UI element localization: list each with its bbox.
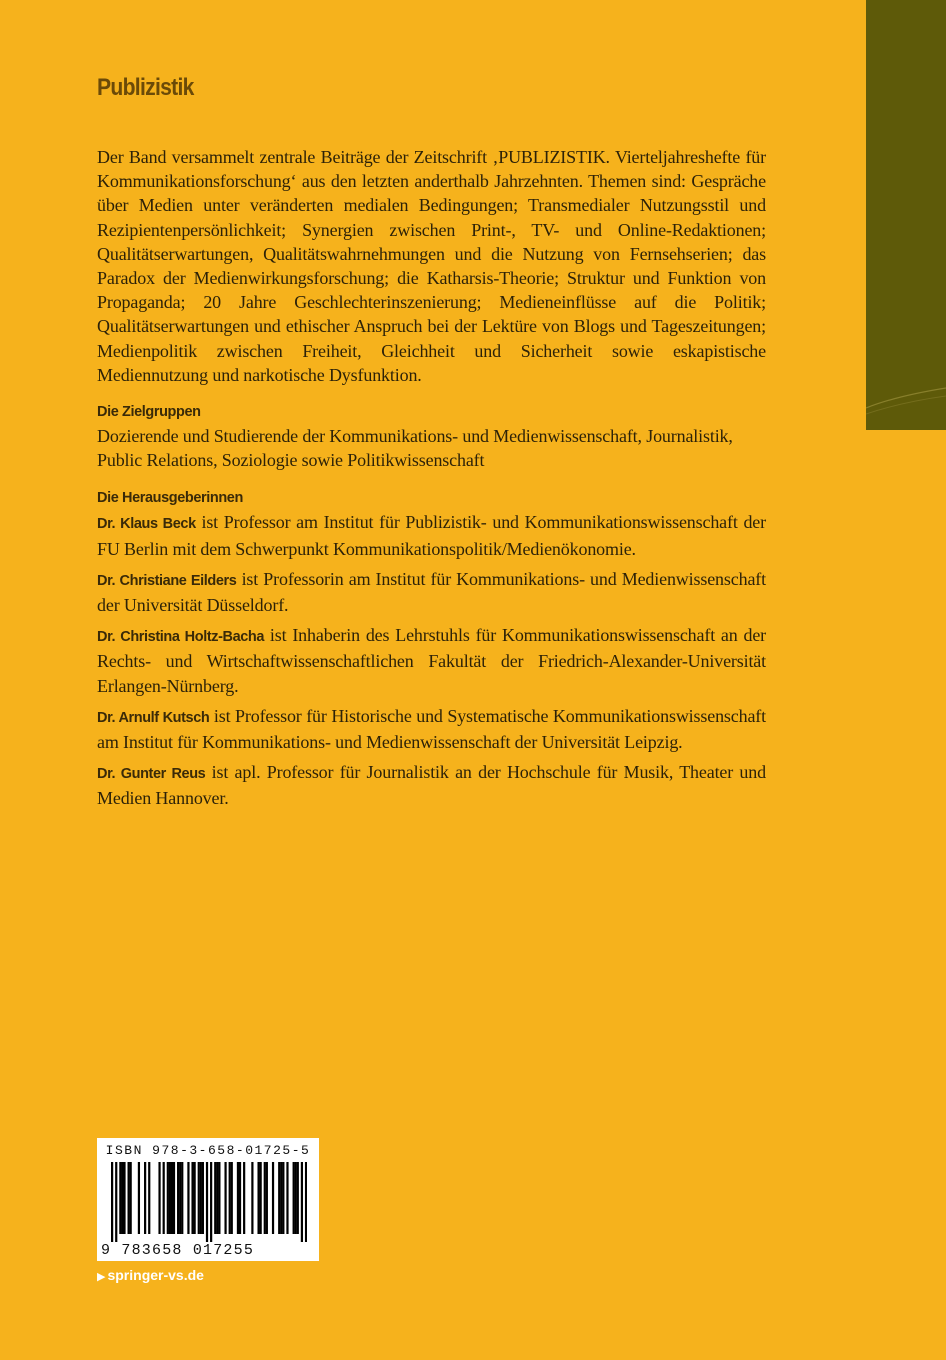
barcode-bar	[260, 1162, 262, 1234]
barcode-bar	[214, 1162, 216, 1234]
barcode-bar	[257, 1162, 259, 1234]
editors-section	[97, 486, 766, 810]
editor-name: Dr. Christina Holtz-Bacha	[97, 629, 265, 646]
barcode-bar	[295, 1162, 297, 1234]
barcode-bar	[231, 1162, 233, 1234]
barcode-bar	[202, 1162, 204, 1234]
editor-bio: ist Professor am Institut für Publizistik- und Kommunikationswissenschaft der FU Berlin mit dem Schwerpunkt Kommunikationspolitik/Medienökonomie.	[97, 512, 766, 559]
barcode-image	[111, 1162, 307, 1242]
editor-entry	[97, 760, 766, 810]
barcode-bar	[121, 1162, 123, 1234]
editors-heading: Die Herausgeberinnen	[97, 490, 243, 507]
barcode-bar	[200, 1162, 202, 1234]
editor-name: Dr. Christiane Eilders	[97, 572, 237, 589]
editor-entry	[97, 704, 766, 754]
editor-entry	[97, 623, 766, 698]
barcode-bar	[169, 1162, 171, 1234]
barcode-bar	[138, 1162, 140, 1234]
barcode-bar	[280, 1162, 282, 1234]
barcode-bar	[282, 1162, 284, 1234]
barcode-bar	[123, 1162, 125, 1234]
side-color-band	[866, 0, 946, 430]
barcode-bar	[173, 1162, 175, 1234]
isbn-label: ISBN 978-3-658-01725-5	[105, 1143, 311, 1158]
barcode-bar	[163, 1162, 165, 1234]
editor-bio: ist Inhaberin des Lehrstuhls für Kommunikationswissenschaft an der Rechts- und Wirtschaftwissenschaftlichen Fakultät der Friedrich-Alexander-Universität Erlangen-Nürnberg.	[97, 625, 766, 696]
editor-name: Dr. Klaus Beck	[97, 516, 196, 533]
arrow-icon: ▶	[97, 1271, 106, 1283]
barcode-bar	[293, 1162, 295, 1234]
barcode-bar	[179, 1162, 181, 1234]
barcode-bar	[115, 1162, 117, 1242]
editor-bio: ist Professorin am Institut für Kommunikations- und Medienwissenschaft der Universität Düsseldorf.	[97, 568, 766, 616]
barcode-bar	[251, 1162, 253, 1234]
barcode-bar	[181, 1162, 183, 1234]
barcode-bar	[210, 1162, 212, 1242]
barcode-bar	[286, 1162, 288, 1234]
barcode-bar	[191, 1162, 193, 1234]
barcode-bar	[229, 1162, 231, 1234]
barcode-bar	[301, 1162, 303, 1242]
barcode-bar	[148, 1162, 150, 1234]
barcode-bar	[278, 1162, 280, 1234]
audience-heading: Die Zielgruppen	[97, 404, 201, 421]
barcode-bar	[224, 1162, 226, 1234]
audience-section	[97, 400, 766, 472]
editor-entry	[97, 567, 766, 617]
barcode-bar	[297, 1162, 299, 1234]
barcode-bar	[128, 1162, 130, 1234]
barcode-bar	[272, 1162, 274, 1234]
isbn-digits: 9 783658 017255	[101, 1242, 255, 1259]
barcode-bar	[111, 1162, 113, 1242]
barcode-bar	[206, 1162, 208, 1242]
barcode-bar	[171, 1162, 173, 1234]
description-paragraph: Der Band versammelt zentrale Beiträge der Zeitschrift ‚PUBLIZISTIK. Vierteljahreshefte für Kommunikationsforschung‘ aus den letzten anderthalb Jahrzehnten. Themen sind: Gespräche über Medien unter veränderten medialen Bedingungen; Transmedialer Nutzungsstil und Rezipientenpersönlichkeit; Synergien zwischen Print-, TV- und Online-Redaktionen; Qualitätserwartungen, Qualitätswahrnehmungen und die Nutzung von Fernsehserien; das Paradox der Medienwirkungsforschung; die Katharsis-Theorie; Struktur und Funktion von Propaganda; 20 Jahre Geschlechterinszenierung; Medieneinflüsse auf die Politik; Qualitätserwartungen und ethischer Anspruch bei der Lektüre von Blogs und Tageszeitungen; Medienpolitik zwischen Freiheit, Gleichheit und Sicherheit sowie eskapistische Mediennutzung und narkotische Dysfunktion.	[97, 147, 766, 385]
editor-bio: ist Professor für Historische und Systematische Kommunikationswissenschaft am Institut für Kommunikations- und Medienwissenschaft der Universität Leipzig.	[97, 705, 767, 753]
back-cover-text	[97, 145, 766, 817]
editor-name: Dr. Gunter Reus	[97, 766, 206, 783]
barcode-bar	[216, 1162, 218, 1234]
barcode-bar	[167, 1162, 169, 1234]
publisher-link[interactable]	[97, 1267, 204, 1283]
barcode-bar	[158, 1162, 160, 1234]
barcode-bar	[264, 1162, 266, 1234]
isbn-barcode-box	[97, 1138, 319, 1261]
barcode-bar	[305, 1162, 307, 1242]
barcode-bar	[177, 1162, 179, 1234]
publisher-url: springer-vs.de	[107, 1267, 204, 1283]
book-title: Publizistik	[97, 74, 194, 101]
audience-text: Dozierende und Studierende der Kommunikations- und Medienwissenschaft, Journalistik, Public Relations, Soziologie sowie Politikwissenschaft	[97, 426, 733, 471]
barcode-bar	[187, 1162, 189, 1234]
barcode-bar	[130, 1162, 132, 1234]
barcode-bar	[119, 1162, 121, 1234]
barcode-bar	[144, 1162, 146, 1234]
editor-entry	[97, 510, 766, 560]
editor-name: Dr. Arnulf Kutsch	[97, 709, 210, 726]
barcode-bar	[266, 1162, 268, 1234]
barcode-bar	[194, 1162, 196, 1234]
barcode-bar	[237, 1162, 239, 1234]
barcode-bar	[239, 1162, 241, 1234]
barcode-bar	[218, 1162, 220, 1234]
barcode-bar	[198, 1162, 200, 1234]
barcode-bar	[243, 1162, 245, 1234]
editor-bio: ist apl. Professor für Journalistik an der Hochschule für Musik, Theater und Medien Hannover.	[97, 762, 766, 809]
